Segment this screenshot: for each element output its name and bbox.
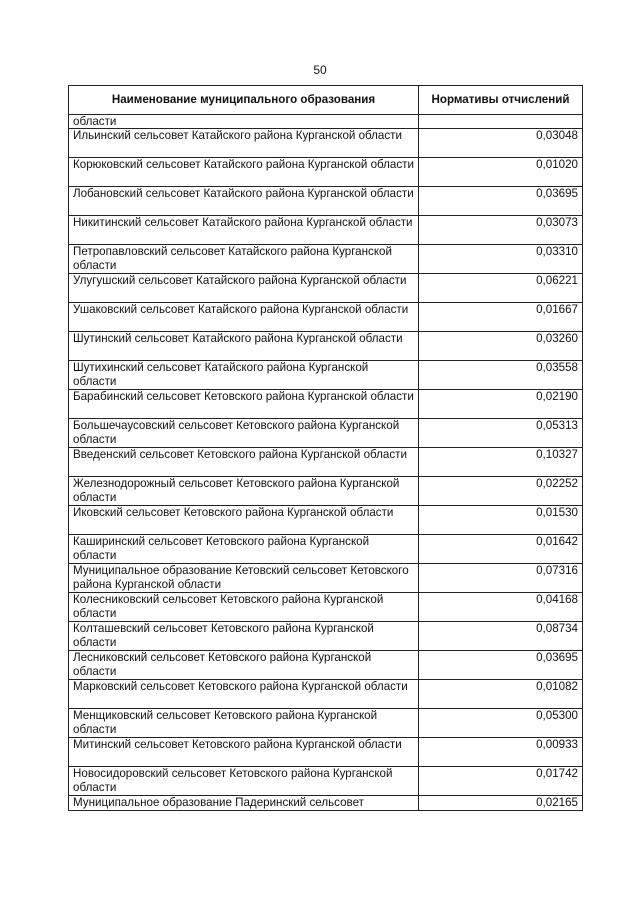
table-row — [69, 535, 583, 564]
table-row — [69, 796, 583, 811]
normative-value: 0,03048 — [419, 129, 583, 158]
table-row — [69, 622, 583, 651]
normative-value — [419, 115, 583, 129]
municipality-name: Ушаковский сельсовет Катайского района Курганской области — [69, 303, 419, 332]
normative-value: 0,04168 — [419, 593, 583, 622]
table-row — [69, 738, 583, 767]
normative-value: 0,10327 — [419, 448, 583, 477]
municipality-name: Введенский сельсовет Кетовского района Курганской области — [69, 448, 419, 477]
municipality-name: Корюковский сельсовет Катайского района Курганской области — [69, 158, 419, 187]
municipality-name: Железнодорожный сельсовет Кетовского района Курганской области — [69, 477, 419, 506]
column-header-value: Нормативы отчислений — [419, 86, 583, 115]
normative-value: 0,02190 — [419, 390, 583, 419]
table-row — [69, 680, 583, 709]
table-row — [69, 245, 583, 274]
table-row — [69, 390, 583, 419]
normative-value: 0,01742 — [419, 767, 583, 796]
municipality-name: Муниципальное образование Падеринский сельсовет — [69, 796, 419, 811]
normative-value: 0,05300 — [419, 709, 583, 738]
normatives-table — [68, 85, 583, 811]
normative-value: 0,02252 — [419, 477, 583, 506]
municipality-name: области — [69, 115, 419, 129]
table-row-continuation — [69, 115, 583, 129]
table-row — [69, 767, 583, 796]
table-row — [69, 332, 583, 361]
municipality-name: Шутихинский сельсовет Катайского района Курганской области — [69, 361, 419, 390]
municipality-name: Марковский сельсовет Кетовского района Курганской области — [69, 680, 419, 709]
normative-value: 0,01642 — [419, 535, 583, 564]
table-row — [69, 216, 583, 245]
normative-value: 0,03310 — [419, 245, 583, 274]
municipality-name: Барабинский сельсовет Кетовского района Курганской области — [69, 390, 419, 419]
table-row — [69, 274, 583, 303]
table-row — [69, 448, 583, 477]
municipality-name: Лобановский сельсовет Катайского района Курганской области — [69, 187, 419, 216]
normative-value: 0,03558 — [419, 361, 583, 390]
table-row — [69, 564, 583, 593]
table-row — [69, 187, 583, 216]
table-body — [69, 115, 583, 811]
municipality-name: Новосидоровский сельсовет Кетовского района Курганской области — [69, 767, 419, 796]
normative-value: 0,05313 — [419, 419, 583, 448]
table-row — [69, 419, 583, 448]
municipality-name: Никитинский сельсовет Катайского района Курганской области — [69, 216, 419, 245]
normative-value: 0,03695 — [419, 187, 583, 216]
normative-value: 0,01667 — [419, 303, 583, 332]
municipality-name: Ильинский сельсовет Катайского района Курганской области — [69, 129, 419, 158]
municipality-name: Колташевский сельсовет Кетовского района Курганской области — [69, 622, 419, 651]
normative-value: 0,01530 — [419, 506, 583, 535]
municipality-name: Муниципальное образование Кетовский сельсовет Кетовского района Курганской области — [69, 564, 419, 593]
normative-value: 0,02165 — [419, 796, 583, 811]
municipality-name: Большечаусовский сельсовет Кетовского района Курганской области — [69, 419, 419, 448]
column-header-name: Наименование муниципального образования — [69, 86, 419, 115]
normative-value: 0,07316 — [419, 564, 583, 593]
table-row — [69, 303, 583, 332]
municipality-name: Улугушский сельсовет Катайского района Курганской области — [69, 274, 419, 303]
table-row — [69, 593, 583, 622]
municipality-name: Менщиковский сельсовет Кетовского района Курганской области — [69, 709, 419, 738]
normative-value: 0,03695 — [419, 651, 583, 680]
table-row — [69, 506, 583, 535]
normative-value: 0,01020 — [419, 158, 583, 187]
municipality-name: Петропавловский сельсовет Катайского района Курганской области — [69, 245, 419, 274]
table-row — [69, 158, 583, 187]
normative-value: 0,03073 — [419, 216, 583, 245]
municipality-name: Иковский сельсовет Кетовского района Курганской области — [69, 506, 419, 535]
table-row — [69, 361, 583, 390]
table-row — [69, 477, 583, 506]
normative-value: 0,00933 — [419, 738, 583, 767]
table-row — [69, 709, 583, 738]
table-row — [69, 129, 583, 158]
normative-value: 0,08734 — [419, 622, 583, 651]
municipality-name: Каширинский сельсовет Кетовского района Курганской области — [69, 535, 419, 564]
page-number: 50 — [313, 63, 327, 77]
normative-value: 0,06221 — [419, 274, 583, 303]
municipality-name: Колесниковский сельсовет Кетовского района Курганской области — [69, 593, 419, 622]
municipality-name: Митинский сельсовет Кетовского района Курганской области — [69, 738, 419, 767]
municipality-name: Лесниковский сельсовет Кетовского района Курганской области — [69, 651, 419, 680]
normative-value: 0,03260 — [419, 332, 583, 361]
municipality-name: Шутинский сельсовет Катайского района Курганской области — [69, 332, 419, 361]
normative-value: 0,01082 — [419, 680, 583, 709]
table-row — [69, 651, 583, 680]
table-header-row — [69, 86, 583, 115]
